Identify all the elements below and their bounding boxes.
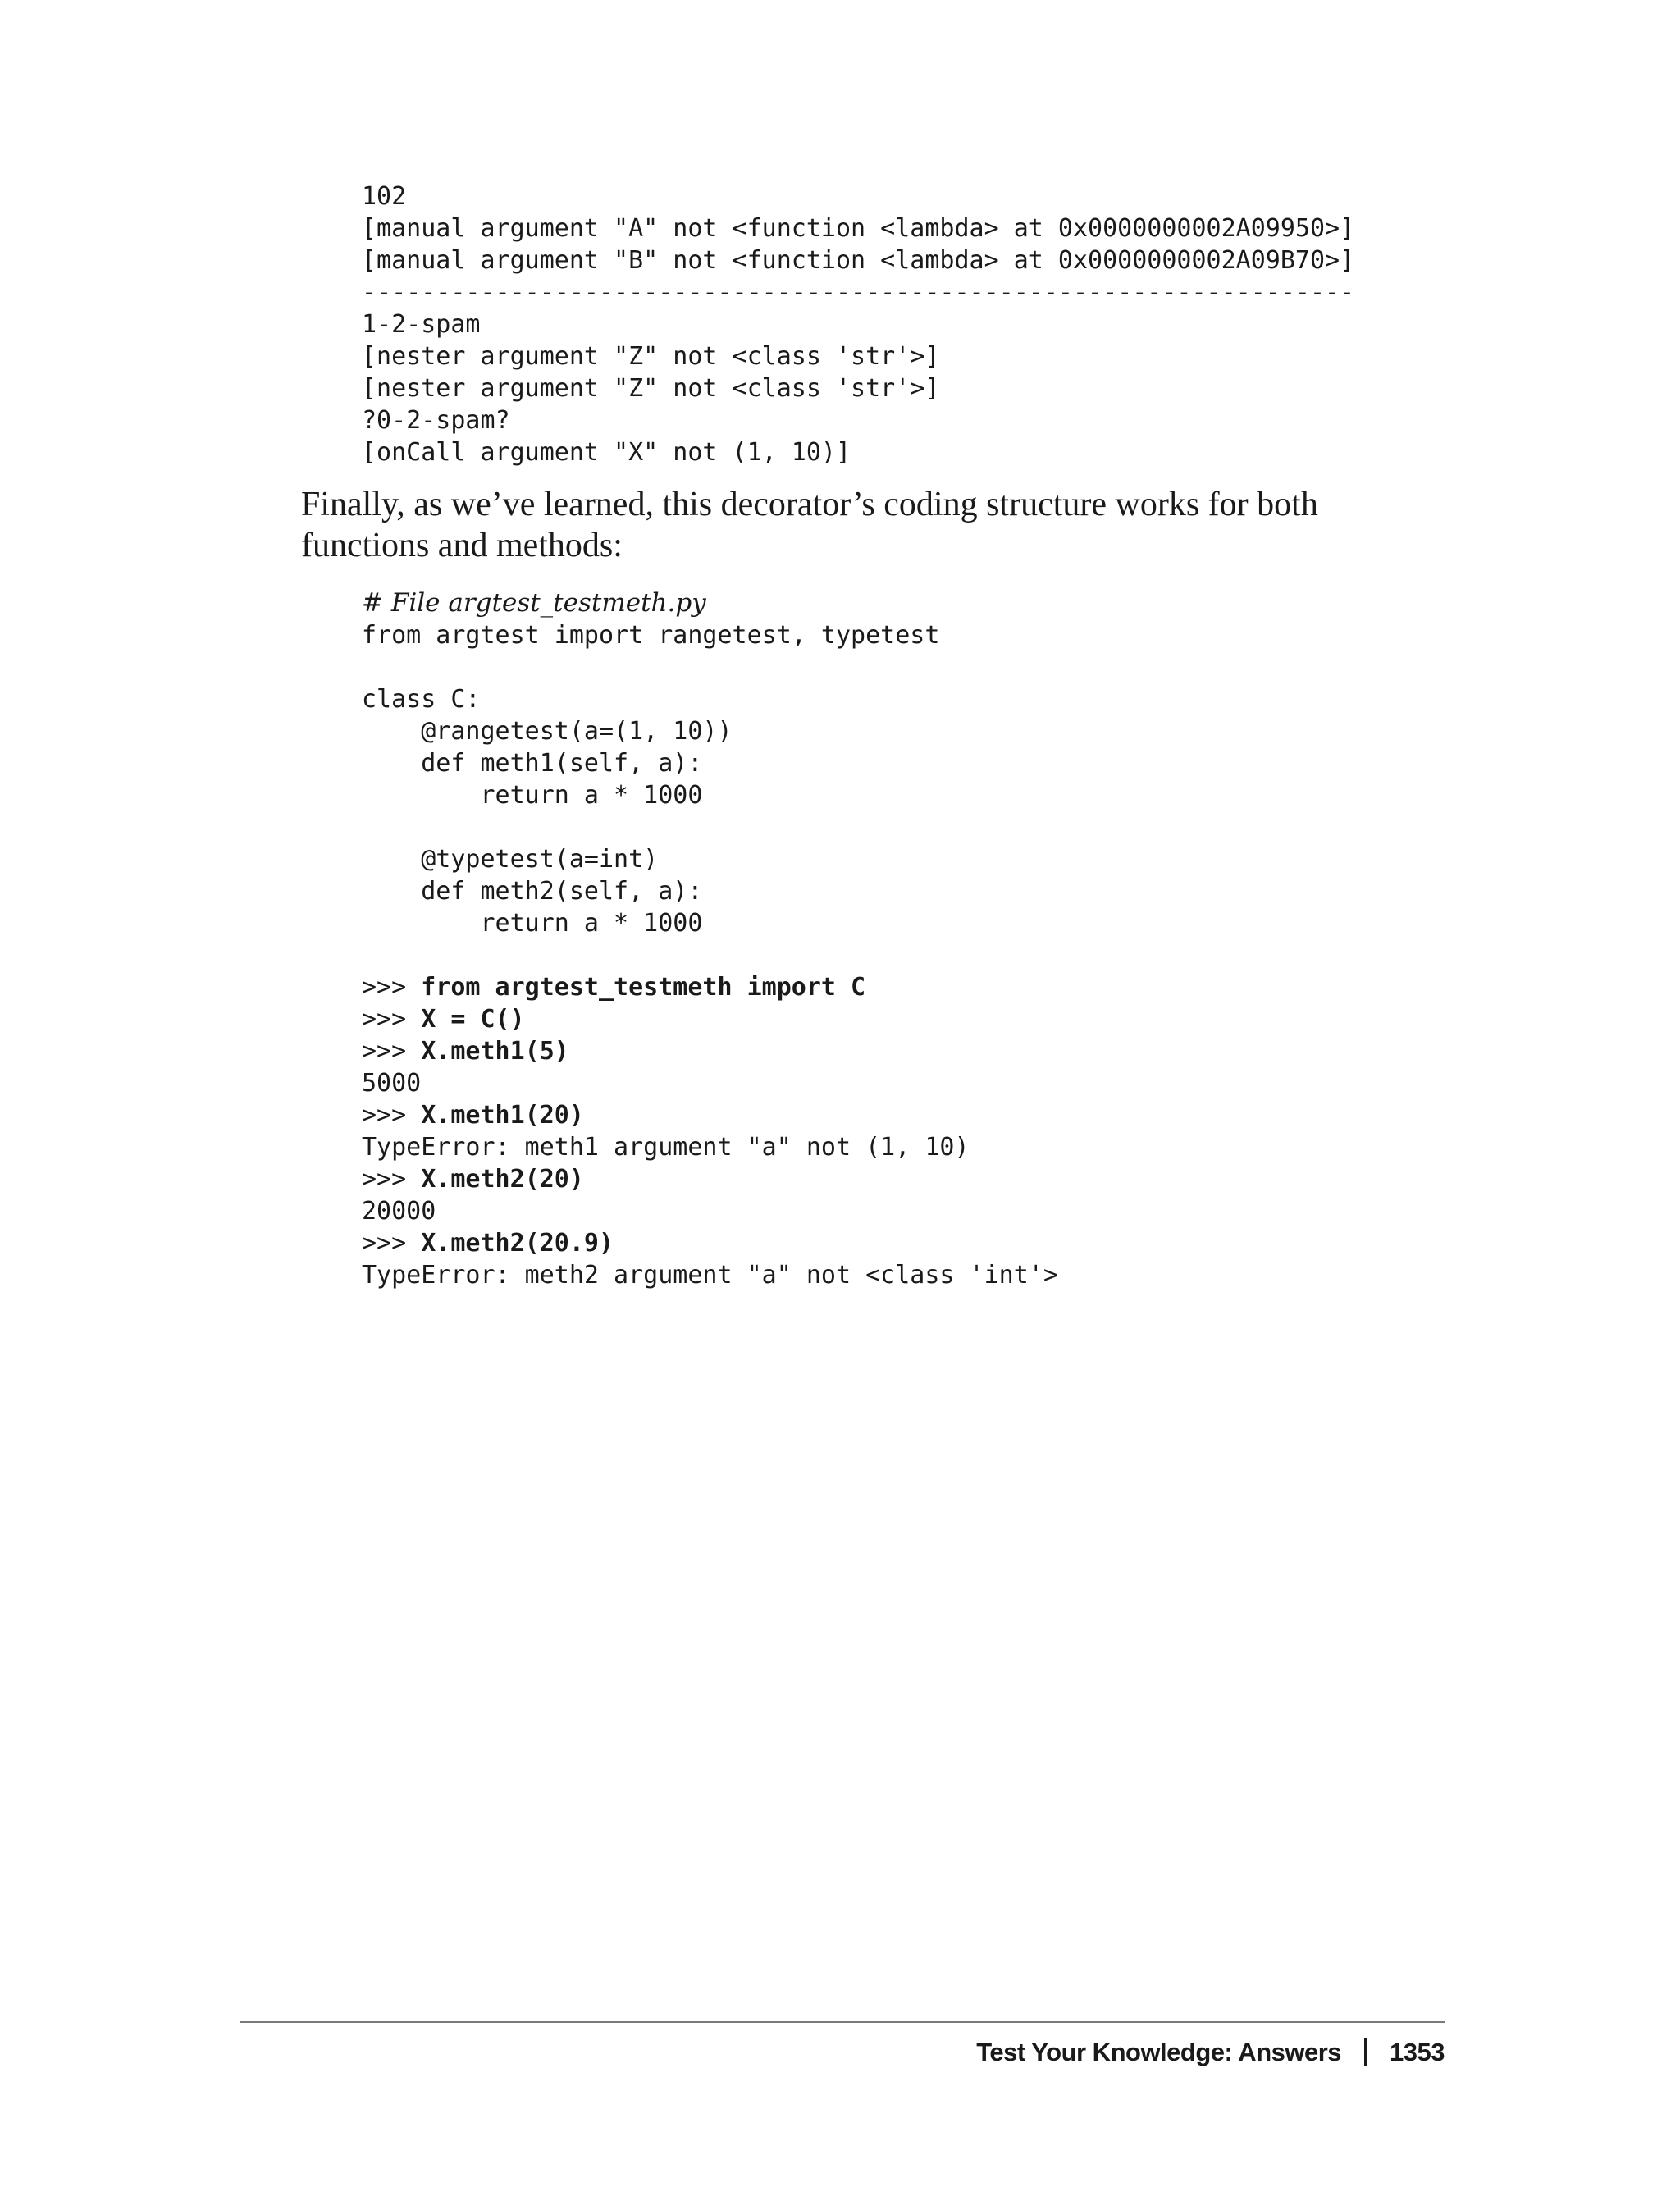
code-line <box>362 1099 1058 1131</box>
code-line <box>362 907 1058 939</box>
code-text: >>> <box>362 1165 422 1194</box>
code-text: TypeError: meth2 argument "a" not <class 'int'> <box>362 1261 1058 1290</box>
code-line <box>362 715 1058 747</box>
code-text: 20000 <box>362 1197 436 1226</box>
code-text: return a * 1000 <box>362 781 703 810</box>
code-line <box>362 1035 1058 1067</box>
code-text: ------------------------------------------------------------------- <box>362 278 1355 307</box>
code-line <box>362 651 1058 683</box>
code-text: @rangetest(a=(1, 10)) <box>362 717 733 746</box>
code-line <box>362 180 1354 212</box>
code-text: ?0-2-spam? <box>362 406 510 435</box>
code-text: 102 <box>362 182 407 211</box>
code-listing-testmeth <box>362 587 1058 1291</box>
code-line <box>362 436 1354 468</box>
footer-separator <box>1364 2038 1367 2066</box>
code-text: [manual argument "B" not <function <lambda> at 0x0000000002A09B70>] <box>362 246 1355 275</box>
code-line <box>362 939 1058 971</box>
code-text: [manual argument "A" not <function <lambda> at 0x0000000002A09950>] <box>362 214 1355 243</box>
code-line <box>362 747 1058 779</box>
code-text: [nester argument "Z" not <class 'str'>] <box>362 374 940 403</box>
code-text: >>> <box>362 973 422 1002</box>
code-text: >>> <box>362 1005 422 1034</box>
code-line <box>362 1163 1058 1195</box>
code-text: 1-2-spam <box>362 310 481 339</box>
page-number: 1353 <box>1390 2038 1445 2066</box>
code-text: 5000 <box>362 1069 422 1098</box>
code-line <box>362 1131 1058 1163</box>
page-footer <box>976 2036 1445 2069</box>
code-text: return a * 1000 <box>362 909 703 938</box>
code-text: class C: <box>362 685 481 714</box>
code-line <box>362 308 1354 340</box>
footer-rule <box>240 2021 1445 2023</box>
code-line <box>362 587 1058 619</box>
code-line <box>362 404 1354 436</box>
code-user-input: X.meth2(20.9) <box>421 1229 614 1258</box>
code-line <box>362 683 1058 715</box>
code-line <box>362 372 1354 404</box>
code-text: >>> <box>362 1229 422 1258</box>
code-user-input: from argtest_testmeth import C <box>421 973 866 1002</box>
code-line <box>362 811 1058 843</box>
code-user-input: X.meth1(20) <box>421 1101 584 1130</box>
code-line <box>362 244 1354 276</box>
code-line <box>362 1259 1058 1291</box>
code-line <box>362 779 1058 811</box>
code-text: @typetest(a=int) <box>362 845 659 874</box>
code-comment: # File argtest_testmeth.py <box>362 588 706 618</box>
code-line <box>362 276 1354 308</box>
code-text: [nester argument "Z" not <class 'str'>] <box>362 342 940 371</box>
code-line <box>362 1067 1058 1099</box>
code-user-input: X.meth2(20) <box>421 1165 584 1194</box>
code-text: from argtest import rangetest, typetest <box>362 621 940 650</box>
code-text: >>> <box>362 1101 422 1130</box>
code-line <box>362 1003 1058 1035</box>
code-line <box>362 619 1058 651</box>
body-paragraph: Finally, as we’ve learned, this decorator’s coding structure works for both functions and methods: <box>301 486 1318 564</box>
code-text: >>> <box>362 1037 422 1066</box>
code-text: def meth1(self, a): <box>362 749 703 778</box>
code-user-input: X = C() <box>421 1005 525 1034</box>
code-line <box>362 875 1058 907</box>
code-line <box>362 1227 1058 1259</box>
code-user-input: X.meth1(5) <box>421 1037 569 1066</box>
code-text: def meth2(self, a): <box>362 877 703 906</box>
code-line <box>362 340 1354 372</box>
footer-section-title: Test Your Knowledge: Answers <box>976 2038 1342 2066</box>
code-line <box>362 843 1058 875</box>
code-listing-output <box>362 180 1354 468</box>
code-text: TypeError: meth1 argument "a" not (1, 10) <box>362 1133 970 1162</box>
code-line <box>362 1195 1058 1227</box>
code-text: [onCall argument "X" not (1, 10)] <box>362 438 851 467</box>
code-line <box>362 971 1058 1003</box>
code-line <box>362 212 1354 244</box>
